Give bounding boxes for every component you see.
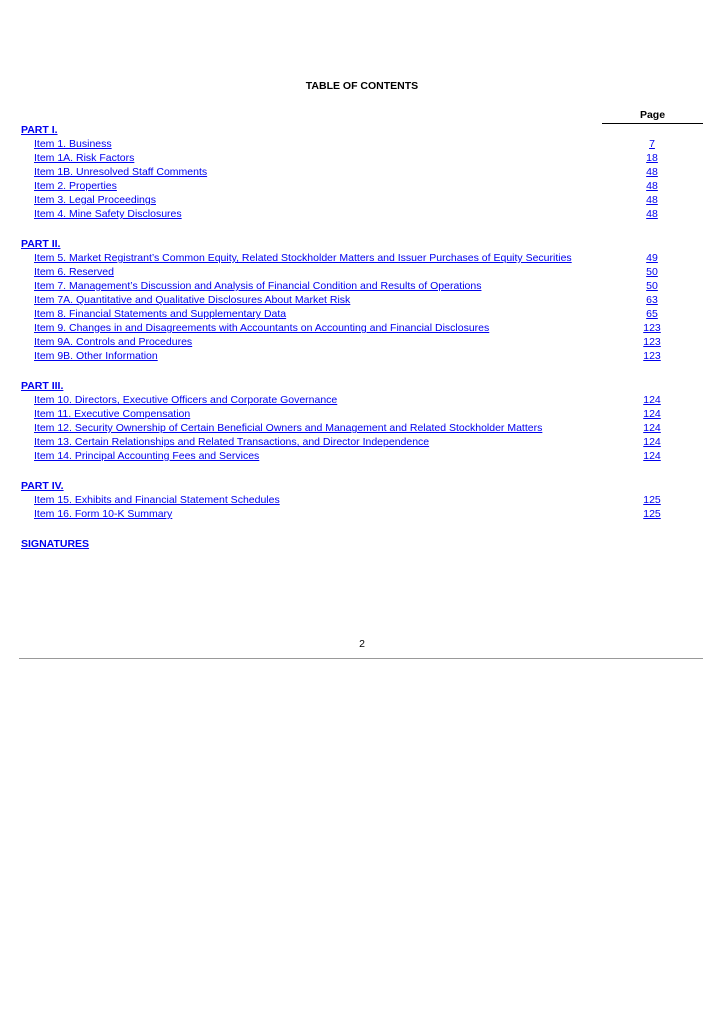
page-divider xyxy=(19,658,703,659)
toc-page-link[interactable]: 124 xyxy=(643,422,661,434)
toc-item-link[interactable]: Item 14. Principal Accounting Fees and Services xyxy=(34,450,260,462)
toc-item xyxy=(21,407,661,421)
toc-item-link[interactable]: Item 1B. Unresolved Staff Comments xyxy=(34,166,208,178)
toc-item-link[interactable]: Item 8. Financial Statements and Supplementary Data xyxy=(34,308,287,320)
toc-page-link[interactable]: 125 xyxy=(643,508,661,520)
toc-item xyxy=(21,307,658,321)
toc-page-link[interactable]: 48 xyxy=(646,194,658,206)
part-3-link[interactable]: PART III. xyxy=(21,380,64,392)
toc-item-link[interactable]: Item 4. Mine Safety Disclosures xyxy=(34,208,182,220)
toc-item xyxy=(21,449,661,463)
toc-item xyxy=(21,279,658,293)
toc-item xyxy=(21,393,661,407)
toc-item-link[interactable]: Item 5. Market Registrant’s Common Equity, Related Stockholder Matters and Issuer Purchases of Equity Securities xyxy=(34,252,572,264)
toc-page-link[interactable]: 125 xyxy=(643,494,661,506)
toc-page-link[interactable]: 123 xyxy=(643,322,661,334)
toc-item-link[interactable]: Item 16. Form 10-K Summary xyxy=(34,508,173,520)
toc-page-link[interactable]: 48 xyxy=(646,166,658,178)
toc-part-4 xyxy=(21,479,661,521)
toc-item xyxy=(21,151,658,165)
toc-item-link[interactable]: Item 7. Management’s Discussion and Analysis of Financial Condition and Results of Operations xyxy=(34,280,482,292)
toc-page-link[interactable]: 48 xyxy=(646,180,658,192)
toc-page-link[interactable]: 49 xyxy=(646,252,658,264)
toc-title: TABLE OF CONTENTS xyxy=(305,80,419,92)
page-column-header: Page xyxy=(602,109,703,124)
toc-item-link[interactable]: Item 7A. Quantitative and Qualitative Disclosures About Market Risk xyxy=(34,294,351,306)
toc-item-link[interactable]: Item 1A. Risk Factors xyxy=(34,152,135,164)
toc-page-link[interactable]: 50 xyxy=(646,280,658,292)
toc-page-link[interactable]: 7 xyxy=(649,138,655,150)
toc-item xyxy=(21,207,658,221)
toc-item xyxy=(21,251,658,265)
toc-item-link[interactable]: Item 13. Certain Relationships and Related Transactions, and Director Independence xyxy=(34,436,430,448)
toc-item xyxy=(21,507,661,521)
toc-part-1 xyxy=(21,123,658,221)
toc-item-link[interactable]: Item 3. Legal Proceedings xyxy=(34,194,156,206)
toc-item xyxy=(21,421,661,435)
toc-page-link[interactable]: 48 xyxy=(646,208,658,220)
toc-item xyxy=(21,493,661,507)
toc-page-link[interactable]: 50 xyxy=(646,266,658,278)
toc-item xyxy=(21,321,661,335)
toc-page-link[interactable]: 123 xyxy=(643,336,661,348)
toc-item xyxy=(21,293,658,307)
toc-item-link[interactable]: Item 10. Directors, Executive Officers and Corporate Governance xyxy=(34,394,338,406)
toc-item-link[interactable]: Item 15. Exhibits and Financial Statement Schedules xyxy=(34,494,280,506)
toc-item xyxy=(21,179,658,193)
toc-page-link[interactable]: 124 xyxy=(643,436,661,448)
toc-item-link[interactable]: Item 9B. Other Information xyxy=(34,350,158,362)
signatures-link[interactable]: SIGNATURES xyxy=(21,538,90,550)
toc-page-link[interactable]: 63 xyxy=(646,294,658,306)
part-2-link[interactable]: PART II. xyxy=(21,238,61,250)
toc-part-2 xyxy=(21,237,661,363)
toc-item-link[interactable]: Item 1. Business xyxy=(34,138,112,150)
toc-page-link[interactable]: 124 xyxy=(643,394,661,406)
toc-item xyxy=(21,165,658,179)
toc-page-link[interactable]: 124 xyxy=(643,408,661,420)
toc-item-link[interactable]: Item 9A. Controls and Procedures xyxy=(34,336,193,348)
toc-item xyxy=(21,265,658,279)
toc-item-link[interactable]: Item 12. Security Ownership of Certain Beneficial Owners and Management and Related Stockholder Matters xyxy=(34,422,543,434)
toc-page-link[interactable]: 123 xyxy=(643,350,661,362)
part-1-link[interactable]: PART I. xyxy=(21,124,58,136)
toc-item-link[interactable]: Item 9. Changes in and Disagreements with Accountants on Accounting and Financial Disclosures xyxy=(34,322,490,334)
toc-item xyxy=(21,349,661,363)
page-number: 2 xyxy=(359,638,365,650)
toc-item-link[interactable]: Item 2. Properties xyxy=(34,180,117,192)
toc-item xyxy=(21,435,661,449)
toc-part-3 xyxy=(21,379,661,463)
toc-item xyxy=(21,193,658,207)
toc-item-link[interactable]: Item 6. Reserved xyxy=(34,266,114,278)
toc-page-link[interactable]: 124 xyxy=(643,450,661,462)
toc-item xyxy=(21,335,661,349)
toc-page-link[interactable]: 18 xyxy=(646,152,658,164)
toc-page-link[interactable]: 65 xyxy=(646,308,658,320)
toc-item-link[interactable]: Item 11. Executive Compensation xyxy=(34,408,191,420)
part-4-link[interactable]: PART IV. xyxy=(21,480,64,492)
toc-item xyxy=(21,137,655,151)
